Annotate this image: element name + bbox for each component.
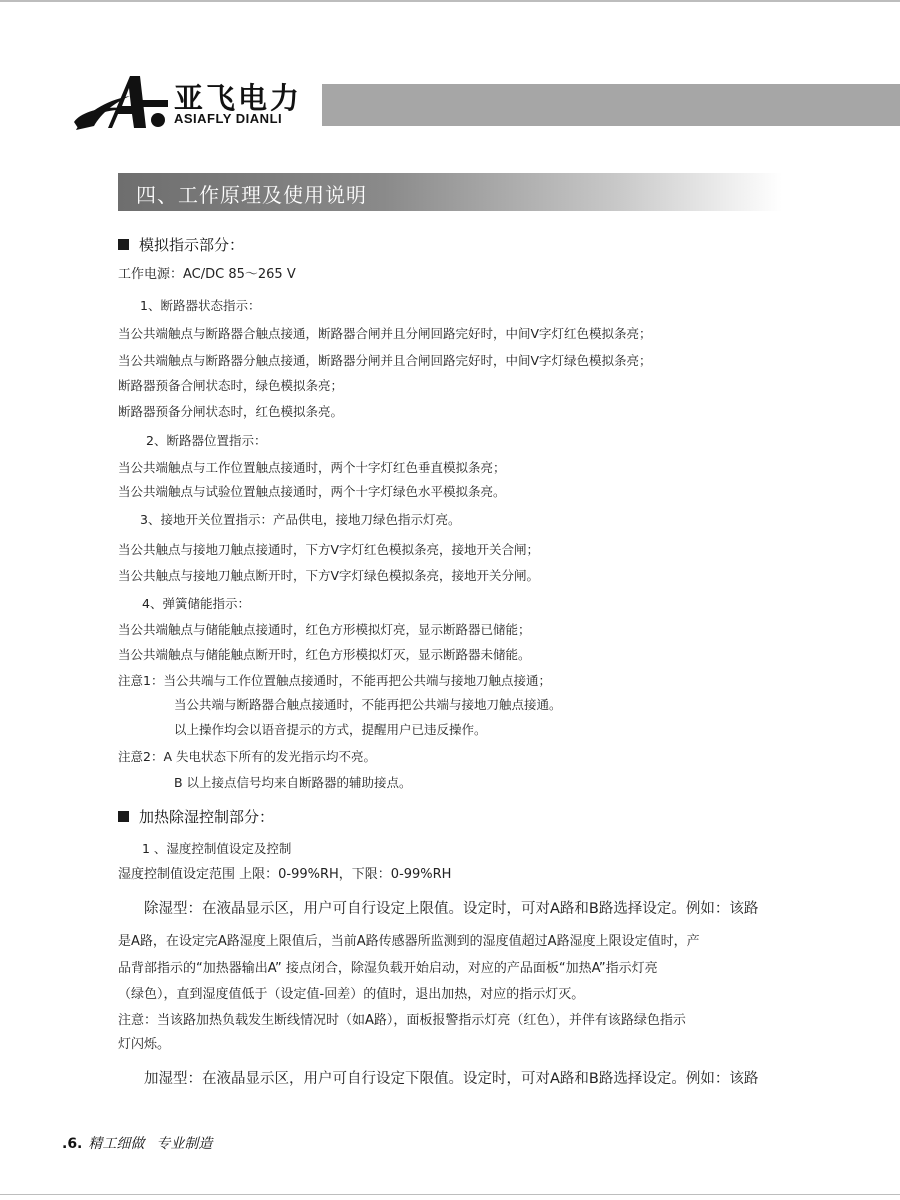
square-bullet-icon bbox=[118, 239, 129, 250]
square-bullet-icon bbox=[118, 811, 129, 822]
humidity-range: 湿度控制值设定范围 上限：0-99%RH，下限：0-99%RH bbox=[118, 867, 452, 882]
h1-title: 1 、湿度控制值设定及控制 bbox=[142, 841, 292, 856]
top-rule bbox=[0, 0, 900, 2]
heating-heading bbox=[118, 808, 274, 826]
hum-line-1: 加湿型：在液晶显示区，用户可自行设定下限值。设定时，可对A路和B路选择设定。例如：该路 bbox=[144, 1071, 759, 1087]
s4-line-2: 当公共端触点与储能触点断开时，红色方形模拟灯灭，显示断路器未储能。 bbox=[118, 647, 531, 662]
footer-slogan-1: 精工细做 bbox=[88, 1136, 145, 1152]
s1-title: 1、断路器状态指示： bbox=[140, 298, 261, 313]
page-number: .6. bbox=[62, 1136, 83, 1152]
brand-name-cn: 亚飞电力 bbox=[174, 81, 303, 115]
footer bbox=[62, 1133, 212, 1153]
note-line-1: 注意：当该路加热负载发生断线情况时（如A路），面板报警指示灯亮（红色），并伴有该路绿色指示 bbox=[118, 1013, 686, 1028]
header-bar bbox=[322, 84, 900, 126]
s2-title: 2、断路器位置指示： bbox=[146, 433, 267, 448]
bottom-rule bbox=[0, 1194, 900, 1195]
s1-line-4: 断路器预备分闸状态时，红色模拟条亮。 bbox=[118, 404, 344, 419]
s3-line-2: 当公共触点与接地刀触点断开时，下方V字灯绿色模拟条亮，接地开关分闸。 bbox=[118, 568, 540, 583]
s1-line-2: 当公共端触点与断路器分触点接通，断路器分闸并且合闸回路完好时，中间V字灯绿色模拟条亮； bbox=[118, 353, 652, 368]
note1-line-3: 以上操作均会以语音提示的方式，提醒用户已违反操作。 bbox=[174, 722, 487, 737]
asiafly-logo-icon bbox=[72, 70, 172, 136]
section-banner bbox=[118, 173, 782, 211]
analog-heading-text: 模拟指示部分： bbox=[139, 236, 245, 254]
dehum-line-1: 除湿型：在液晶显示区，用户可自行设定上限值。设定时，可对A路和B路选择设定。例如：该路 bbox=[144, 901, 759, 917]
footer-slogan-2: 专业制造 bbox=[156, 1136, 213, 1152]
s1-line-3: 断路器预备合闸状态时，绿色模拟条亮； bbox=[118, 378, 344, 393]
dehum-line-2: 是A路，在设定完A路湿度上限值后，当前A路传感器所监测到的湿度值超过A路湿度上限设定值时，产 bbox=[118, 934, 700, 949]
s2-line-2: 当公共端触点与试验位置触点接通时，两个十字灯绿色水平模拟条亮。 bbox=[118, 484, 506, 499]
heating-heading-text: 加热除湿控制部分： bbox=[139, 808, 275, 826]
s4-line-1: 当公共端触点与储能触点接通时，红色方形模拟灯亮，显示断路器已储能； bbox=[118, 622, 531, 637]
dehum-line-4: （绿色），直到湿度值低于（设定值-回差）的值时，退出加热，对应的指示灯灭。 bbox=[118, 987, 585, 1002]
s2-line-1: 当公共端触点与工作位置触点接通时，两个十字灯红色垂直模拟条亮； bbox=[118, 460, 506, 475]
note1-line-2: 当公共端与断路器合触点接通时，不能再把公共端与接地刀触点接通。 bbox=[174, 697, 562, 712]
brand-logo bbox=[72, 70, 312, 136]
note2-line-2: B 以上接点信号均来自断路器的辅助接点。 bbox=[174, 775, 412, 790]
dehum-line-3: 品背部指示的“加热器输出A” 接点闭合，除湿负载开始启动，对应的产品面板“加热A”指示灯亮 bbox=[118, 961, 658, 976]
s3-line-1: 当公共触点与接地刀触点接通时，下方V字灯红色模拟条亮，接地开关合闸； bbox=[118, 542, 540, 557]
section-title: 四、工作原理及使用说明 bbox=[136, 183, 367, 207]
note1-line-1: 注意1：当公共端与工作位置触点接通时，不能再把公共端与接地刀触点接通； bbox=[118, 673, 551, 688]
power-spec: 工作电源：AC/DC 85～265 V bbox=[118, 267, 296, 282]
s4-title: 4、弹簧储能指示： bbox=[142, 596, 250, 611]
s1-line-1: 当公共端触点与断路器合触点接通，断路器合闸并且分闸回路完好时，中间V字灯红色模拟条亮； bbox=[118, 326, 652, 341]
note-line-2: 灯闪烁。 bbox=[118, 1037, 171, 1052]
analog-heading bbox=[118, 236, 244, 254]
note2-line-1: 注意2：A 失电状态下所有的发光指示均不亮。 bbox=[118, 749, 376, 764]
brand-name-en: ASIAFLY DIANLI bbox=[174, 111, 283, 126]
s3-title: 3、接地开关位置指示：产品供电，接地刀绿色指示灯亮。 bbox=[140, 512, 461, 527]
